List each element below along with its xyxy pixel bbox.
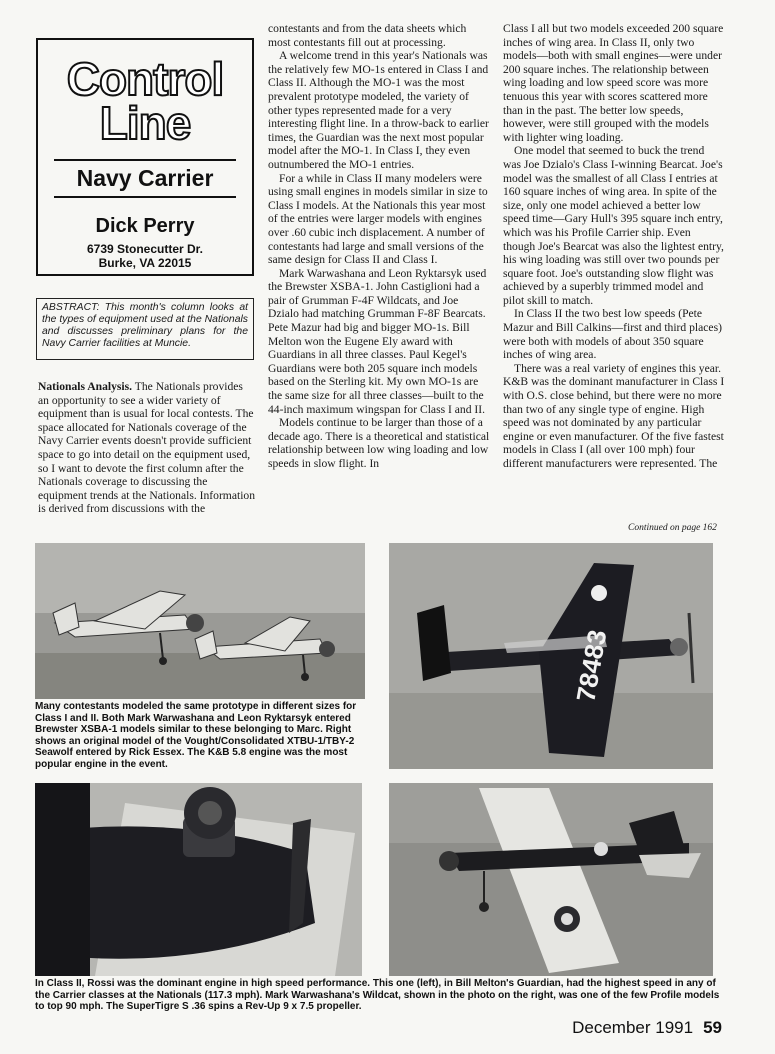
article-column-2 [268,22,490,471]
caption-top: Many contestants modeled the same prototype in different sizes for Class I and II. Both Mark Warwashana and Leon Ryktarsyk entered Brewster XSBA-1 models similar to these belonging to Marc. Right shows an original model of the Vought/Consolidated XTBU-1/TBY-2 Seawolf entered by Rick Essex. The K&B 5.8 engine was the most popular engine in the event. [35,701,357,770]
photo-seawolf-model [389,543,713,769]
paragraph: Mark Warwashana and Leon Ryktarsyk used the Brewster XSBA-1. John Castiglioni had a pair of Grumman F-4F Wildcats, and Joe Dzialo had matching Grumman F-8F Bearcats. Pete Mazur had big and bigger MO-1s. Bill Melton won the Eugene Ely award with Guardians in all three classes. Paul Kegel's Guardians were both 205 square inch models based on the Sterling kit. My own MO-1s are the same size for all three classes—built to the 44-inch maximum wingspan for Class I and II. [268,266,487,416]
column-header-box [36,38,254,276]
abstract-box: ABSTRACT: This month's column looks at the types of equipment used at the Nationals and discusses preliminary plans for the Navy Carrier facilities at Muncie. [36,298,254,360]
tail-number: 78483 [570,627,613,705]
address-line-1: 6739 Stonecutter Dr. [86,242,204,256]
rule-bottom [54,196,236,198]
photo-brewster-models [35,543,365,699]
photo-wildcat-profile [389,783,713,976]
paragraph: Class I all but two models exceeded 200 square inches of wing area. In Class II, only two models—both with small engines—were under 200 square inches. The relationship between wing loading and low speed score was more tenuous this year with scores scattered more than in the past. The better low speeds, however, were still grouped with the models with lighter wing loading. [503,22,724,144]
paragraph: One model that seemed to buck the trend was Joe Dzialo's Class I-winning Bearcat. Joe's model was the smallest of all Class I entries at 160 square inches of wing area. In spite of the size, only one model achieved a better low speed time—Gary Hull's 395 square inch entry, which was his Profile Carrier ship. Even though Joe's Bearcat was also the lightest entry, his wing loading was still over two pounds per square foot. Joe's outstanding slow flight was achieved by a superbly trimmed model and pilot skill to match. [503,144,724,307]
paragraph: For a while in Class II many modelers were using small engines in models similar in size to Class I models. At the Nationals this year most of the entries were larger models with engines over .60 cubic inch displacement. A number of contestants had large and small versions of the same design for Class II and Class I. [268,171,488,267]
paragraph: A welcome trend in this year's Nationals was the relatively few MO-1s entered in Class I and Class II. Although the MO-1 was the most prevalent prototype modeled, the variety of other types represented made for a very interesting flight line. In a throw-back to earlier times, the Guardian was the next most popular model after the MO-1. In Class I, they even outnumbered the MO-1 entries. [268,49,489,171]
issue-date: December 1991 [572,1018,694,1037]
caption-bottom: In Class II, Rossi was the dominant engine in high speed performance. This one (left), in Bill Melton's Guardian, had the highest speed in any of the Carrier classes at the Nationals (117.3 mph). Mark Warwashana's Wildcat, shown in the photo on the right, was one of the few Profile models to top 90 mph. The SuperTigre S .36 spins a Rev-Up 9 x 7.5 propeller. [35,978,720,1013]
article-column-1 [38,380,256,516]
rule-top [54,159,236,161]
address-line-2: Burke, VA 22015 [98,256,192,270]
column-title: Navy Carrier [76,165,214,191]
page-footer [572,1018,722,1038]
article-column-3 [503,22,725,471]
paragraph: There was a real variety of engines this year. K&B was the dominant manufacturer in Class I with O.S. close behind, but there were no more than two of any single type of engine. High speed was not dominated by any particular engine or even manufacturer. Of the five fastest models in Class I (all over 100 mph) four different manufacturers were represented. The [503,361,725,470]
paragraph: contestants and from the data sheets which most contestants fill out at processing. [268,22,467,49]
runin-heading: Nationals Analysis. [38,380,133,393]
paragraph: Models continue to be larger than those of a decade ago. There is a theoretical and statistical relationship between low wing loading and low speeds in slow flight. In [268,416,490,470]
page-number: 59 [703,1018,722,1037]
brand-line: Line [99,97,191,149]
paragraph [38,380,256,516]
paragraph: In Class II the two best low speeds (Pete Mazur and Bill Calkins—first and third places) were both with models of about 350 square inches of wing area. [503,307,722,362]
author-name: Dick Perry [95,215,195,237]
paragraph-text: The Nationals provides an opportunity to see a wider variety of equipment than is usual for local contests. The space allocated for Nationals coverage of the Navy Carrier events doesn't provide sufficient space to go into detail on the equipment used, so I want to devote the first column after the Nationals coverage to discussing the equipment trends at the Nationals. Information is derived from discussions with the [38,380,256,516]
brand-control: Control [66,53,224,105]
continued-note: Continued on page 162 [628,523,717,533]
photo-rossi-engine [35,783,362,976]
